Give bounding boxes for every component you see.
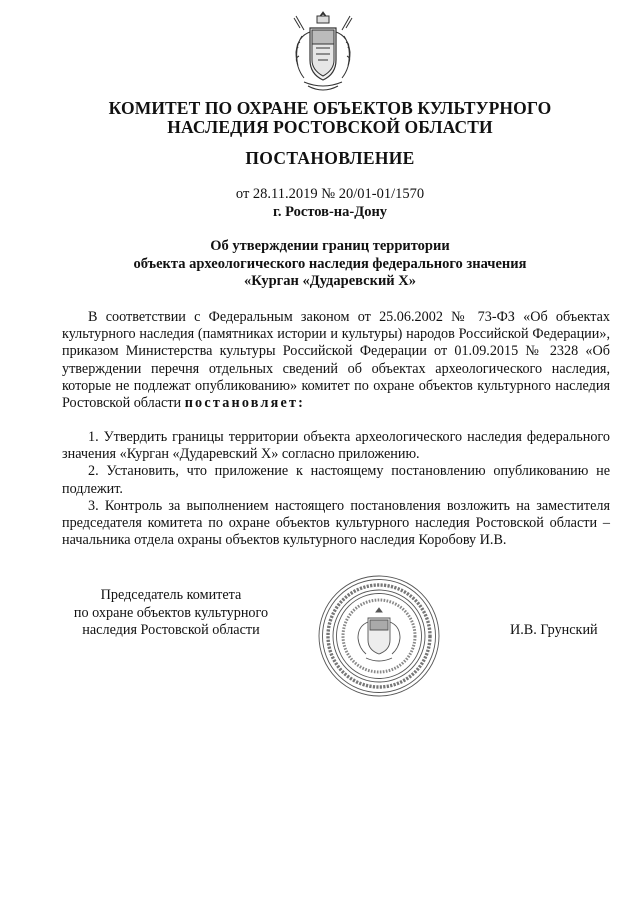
document-meta: [60, 185, 600, 221]
org-line-2: НАСЛЕДИЯ РОСТОВСКОЙ ОБЛАСТИ: [167, 117, 493, 137]
document-subject: [80, 238, 580, 291]
document-type: ПОСТАНОВЛЕНИЕ: [245, 148, 415, 168]
organization-name: [60, 99, 600, 137]
city: г. Ростов-на-Дону: [272, 204, 388, 220]
position-line-1: Председатель комитета: [100, 587, 242, 603]
resolution-item-3: 3. Контроль за выполнением настоящего постановления возложить на заместителя председателя комитета по охране объектов культурного наследия Ростовской области – начальника отдела охраны объектов культурного наследия Коробову И.В.: [62, 497, 610, 549]
official-seal-icon: [316, 574, 442, 698]
org-line-1: КОМИТЕТ ПО ОХРАНЕ ОБЪЕКТОВ КУЛЬТУРНОГО: [108, 98, 552, 118]
resolution-item-1: 1. Утвердить границы территории объекта археологического наследия федерального значения «Курган «Дударевский Х» согласно приложению.: [62, 429, 610, 463]
resolves-word: постановляет:: [184, 395, 306, 412]
signatory-name: И.В. Грунский: [510, 622, 598, 638]
subject-line-2: объекта археологического наследия федерального значения: [133, 255, 527, 272]
subject-line-3: «Курган «Дударевский Х»: [243, 273, 417, 289]
coat-of-arms-icon: [290, 8, 356, 96]
subject-line-1: Об утверждении границ территории: [210, 238, 450, 254]
position-line-3: наследия Ростовской области: [82, 622, 260, 638]
resolution-items: [62, 429, 610, 549]
resolution-item-2: 2. Установить, что приложение к настоящему постановлению опубликованию не подлежит.: [62, 463, 610, 497]
signatory-position: [62, 587, 280, 640]
preamble-text: В соответствии с Федеральным законом от 25.06.2002 № 73-ФЗ «Об объектах культурного наследия (памятниках истории и культуры) народов Российской Федерации», приказом Министерства культуры Российской Федерации от 01.09.2015 № 2328 «Об утверждении перечня отдельных сведений об объектах археологического наследия, которые не подлежат опубликованию» комитет по охране объектов культурного наследия Ростовской области: [62, 309, 610, 412]
position-line-2: по охране объектов культурного: [73, 604, 269, 621]
preamble-paragraph: [62, 309, 610, 412]
date-number: от 28.11.2019 № 20/01-01/1570: [235, 186, 425, 202]
